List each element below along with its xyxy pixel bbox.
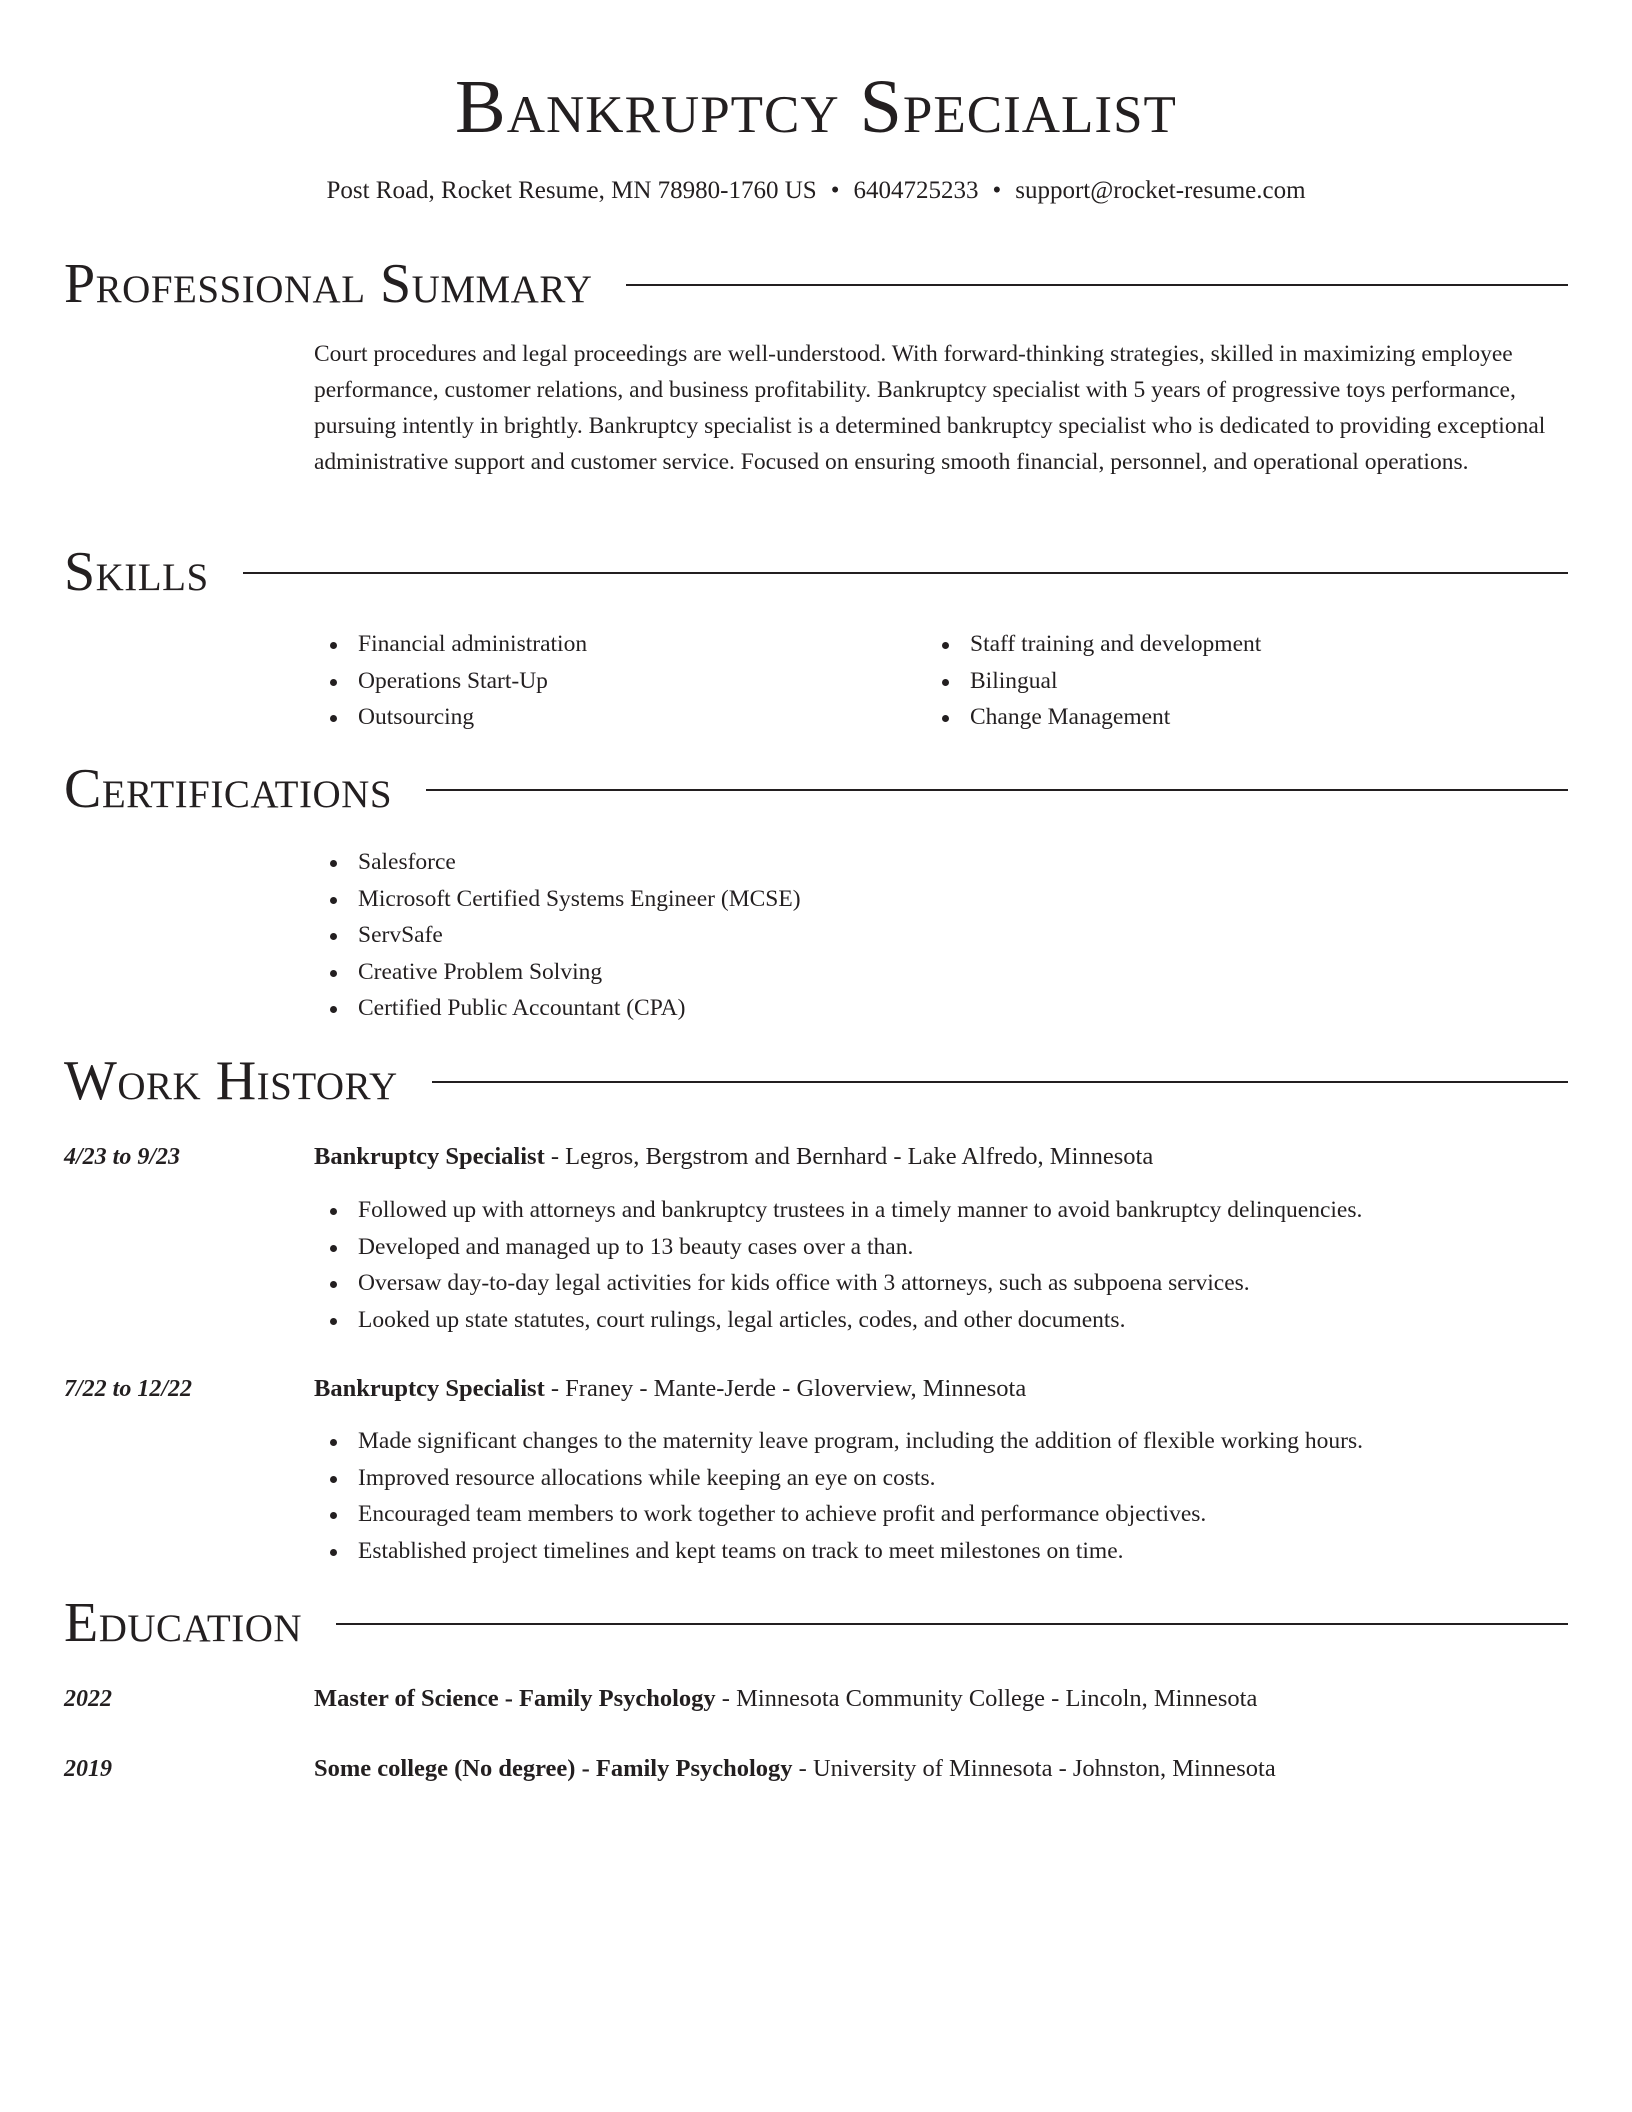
section-divider	[432, 1081, 1568, 1083]
job-dates: 7/22 to 12/22	[64, 1376, 193, 1402]
certification-item: Microsoft Certified Systems Engineer (MCSE)	[314, 881, 801, 918]
education-degree: Some college (No degree) - Family Psychology	[314, 1755, 793, 1782]
skill-item: Outsourcing	[314, 699, 587, 736]
work-section-title: Work History	[64, 1050, 398, 1112]
certifications-section-title: Certifications	[64, 758, 393, 820]
job-bullets	[314, 1423, 1363, 1569]
skill-item: Staff training and development	[926, 626, 1261, 663]
education-degree: Master of Science - Family Psychology	[314, 1685, 716, 1712]
contact-separator: •	[992, 177, 1002, 204]
job-bullet: Encouraged team members to work together to achieve profit and performance objectives.	[314, 1496, 1363, 1533]
education-entry	[314, 1752, 1276, 1786]
contact-line	[0, 174, 1632, 208]
work-section-header	[64, 1049, 1568, 1113]
resume-name: Bankruptcy Specialist	[455, 65, 1177, 149]
job-header	[314, 1372, 1026, 1406]
certifications-list	[314, 844, 801, 1027]
education-year: 2022	[64, 1686, 112, 1712]
certifications-section-header	[64, 757, 1568, 821]
education-entry	[314, 1682, 1257, 1716]
job-bullet: Followed up with attorneys and bankruptcy trustees in a timely manner to avoid bankruptcy delinquencies.	[314, 1192, 1362, 1229]
job-bullets	[314, 1192, 1362, 1338]
skills-list-left	[314, 626, 587, 736]
certification-item: Creative Problem Solving	[314, 954, 801, 991]
job-title: Bankruptcy Specialist	[314, 1375, 545, 1402]
skills-section-header	[64, 540, 1568, 604]
job-details: - Legros, Bergstrom and Bernhard - Lake Alfredo, Minnesota	[544, 1143, 1154, 1170]
skills-section-title: Skills	[64, 541, 209, 603]
education-details: - Minnesota Community College - Lincoln, Minnesota	[715, 1685, 1258, 1712]
education-section-header	[64, 1591, 1568, 1655]
job-bullet: Made significant changes to the maternity leave program, including the addition of flexible working hours.	[314, 1423, 1363, 1460]
certification-item: ServSafe	[314, 917, 801, 954]
education-year: 2019	[64, 1756, 112, 1782]
skills-list-right	[926, 626, 1261, 736]
contact-address: Post Road, Rocket Resume, MN 78980-1760 US	[326, 177, 817, 204]
contact-phone: 6404725233	[853, 177, 979, 204]
job-title: Bankruptcy Specialist	[314, 1143, 545, 1170]
section-divider	[336, 1623, 1568, 1625]
section-divider	[426, 789, 1568, 791]
contact-separator: •	[830, 177, 840, 204]
section-divider	[243, 572, 1568, 574]
skill-item: Operations Start-Up	[314, 663, 587, 700]
job-bullet: Improved resource allocations while keeping an eye on costs.	[314, 1460, 1363, 1497]
certification-item: Certified Public Accountant (CPA)	[314, 990, 801, 1027]
skill-item: Bilingual	[926, 663, 1261, 700]
summary-section-header	[64, 252, 1568, 316]
contact-email: support@rocket-resume.com	[1015, 177, 1306, 204]
job-dates: 4/23 to 9/23	[64, 1144, 181, 1170]
certification-item: Salesforce	[314, 844, 801, 881]
job-header	[314, 1140, 1153, 1174]
job-bullet: Developed and managed up to 13 beauty cases over a than.	[314, 1229, 1362, 1266]
skill-item: Change Management	[926, 699, 1261, 736]
education-section-title: Education	[64, 1592, 303, 1654]
job-bullet: Looked up state statutes, court rulings, legal articles, codes, and other documents.	[314, 1302, 1362, 1339]
education-details: - University of Minnesota - Johnston, Minnesota	[792, 1755, 1276, 1782]
job-bullet: Established project timelines and kept teams on track to meet milestones on time.	[314, 1533, 1363, 1570]
skill-item: Financial administration	[314, 626, 587, 663]
section-divider	[626, 284, 1568, 286]
summary-section-title: Professional Summary	[64, 253, 593, 315]
summary-text: Court procedures and legal proceedings are well-understood. With forward-thinking strategies, skilled in maximizing employee performance, customer relations, and business profitability. Bankruptcy specialist with 5 years of progressive toys performance, pursuing intently in brightly. Bankruptcy specialist is a determined bankruptcy specialist who is dedicated to providing exceptional administrative support and customer service. Focused on ensuring smooth financial, personnel, and operational operations.	[314, 341, 1546, 475]
job-bullet: Oversaw day-to-day legal activities for kids office with 3 attorneys, such as subpoena services.	[314, 1265, 1362, 1302]
job-details: - Franey - Mante-Jerde - Gloverview, Minnesota	[544, 1375, 1027, 1402]
